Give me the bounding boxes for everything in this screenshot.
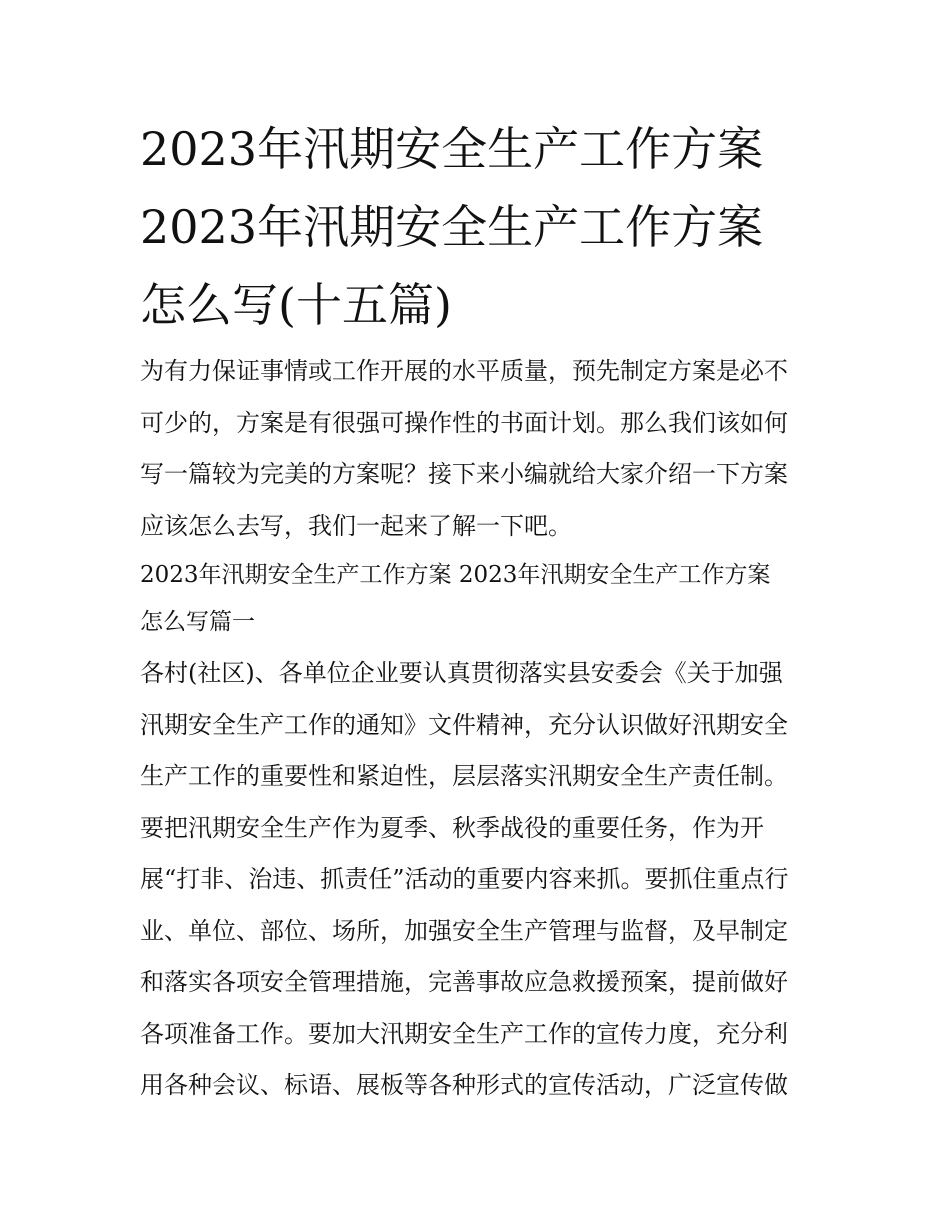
intro-line: 应该怎么去写，我们一起来了解一下吧。 <box>140 511 572 540</box>
body-line: 用各种会议、标语、展板等各种形式的宣传活动，广泛宣传做 <box>140 1071 788 1099</box>
document-page <box>140 110 812 1112</box>
body-line: 各项准备工作。要加大汛期安全生产工作的宣传力度，充分利 <box>140 1019 788 1048</box>
intro-line: 可少的，方案是有很强可操作性的书面计划。那么我们该如何 <box>140 408 788 437</box>
body-paragraph <box>140 648 812 1112</box>
body-line: 汛期安全生产工作的通知》文件精神，充分认识做好汛期安全 <box>140 710 788 739</box>
body-line: 各村(社区)、各单位企业要认真贯彻落实县安委会《关于加强 <box>140 659 783 687</box>
body-line: 生产工作的重要性和紧迫性，层层落实汛期安全生产责任制。 <box>140 762 788 790</box>
section-heading-line: 怎么写篇一 <box>140 609 255 635</box>
title-line: 2023年汛期安全生产工作方案 <box>140 200 764 254</box>
section-heading <box>140 552 812 646</box>
title-line: 2023年汛期安全生产工作方案 <box>140 122 764 176</box>
intro-paragraph <box>140 346 812 552</box>
intro-line: 写一篇较为完美的方案呢？接下来小编就给大家介绍一下方案 <box>140 460 788 488</box>
body-line: 业、单位、部位、场所，加强安全生产管理与监督，及早制定 <box>140 916 788 945</box>
intro-line: 为有力保证事情或工作开展的水平质量，预先制定方案是必不 <box>140 357 788 385</box>
document-title <box>140 110 812 344</box>
body-line: 和落实各项安全管理措施，完善事故应急救援预案，提前做好 <box>140 968 788 996</box>
title-line: 怎么写(十五篇) <box>140 278 452 332</box>
body-line: 要把汛期安全生产作为夏季、秋季战役的重要任务，作为开 <box>140 813 764 842</box>
body-line: 展“打非、治违、抓责任”活动的重要内容来抓。要抓住重点行 <box>140 865 789 893</box>
section-heading-line: 2023年汛期安全生产工作方案 2023年汛期安全生产工作方案 <box>140 562 771 588</box>
